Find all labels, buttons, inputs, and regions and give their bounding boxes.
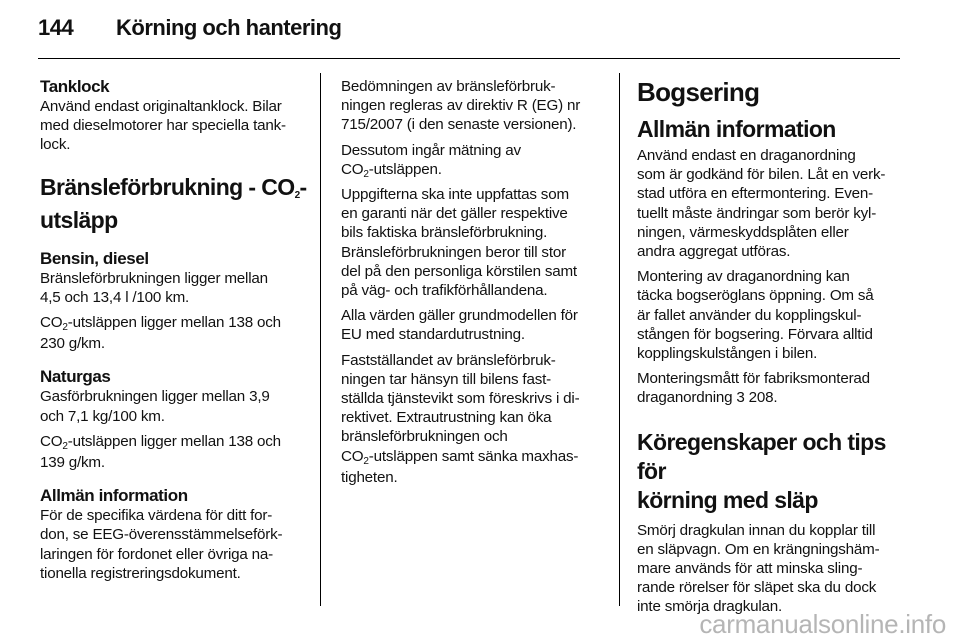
- bensin-diesel-heading: Bensin, diesel: [40, 248, 149, 268]
- allman-info-text-left: För de specifika värdena för ditt for- don, se EEG-överensstämmelseförk- laringen för fordonet eller övriga na- tionella registreringsdokument.: [40, 507, 283, 582]
- koregenskaper-heading: Köregenskaper och tips för körning med släp: [637, 428, 886, 513]
- eu-values-paragraph: Alla värden gäller grundmodellen för EU med standardutrustning.: [341, 307, 578, 344]
- co2-measure-paragraph: Dessutom ingår mätning av $CO_2$-utsläppen.: [341, 141, 521, 180]
- directive-paragraph: Bedömningen av bränsleförbruk- ningen regleras av direktiv R (EG) nr 715/2007 (i den senaste versionen).: [341, 78, 581, 134]
- column-divider-2: [619, 73, 620, 606]
- page-reference-arrow-icon: 3: [736, 389, 745, 407]
- naturgas-text: Gasförbrukningen ligger mellan 3,9 och 7,1 kg/100 km.: [40, 388, 270, 425]
- allman-info-heading-left: Allmän information: [40, 486, 188, 506]
- watermark: carmanualsonline.info: [699, 609, 946, 639]
- fuel-consumption-heading: Bränsleförbrukning - $CO_2-$ utsläpp: [40, 173, 307, 233]
- header-rule: [38, 58, 900, 59]
- bogsering-heading: Bogsering: [637, 77, 760, 107]
- montering-paragraph: Montering av draganordning kan täcka bogseröglans öppning. Om så är fallet använder du kopplingskul- stången för bogsering. Förvara alltid kopplingskulstången i bilen.: [637, 268, 874, 363]
- monteringsmatt-paragraph: Monteringsmått för fabriksmonterad draganordning 3 208.: [637, 370, 870, 407]
- determination-paragraph: Fastställandet av bränsleförbruk- ningen tar hänsyn till bilens fast- ställda tjänstevikt som föreskrivs i di- rektivet. Extrautrustning kan öka bränsleförbrukningen och $CO_2$-utsläppen samt sänka maxhas- tigheten.: [341, 351, 580, 486]
- guarantee-paragraph: Uppgifterna ska inte uppfattas som en garanti när det gäller respektive bils faktiska bränsleförbrukning. Bränsleförbrukningen beror till stor del på den personliga körstilen samt på väg- och trafikförhållandena.: [341, 186, 577, 300]
- column-divider-1: [320, 73, 321, 606]
- bensin-co2-text: $CO_2$-utsläppen ligger mellan 138 och 230 g/km.: [40, 314, 281, 353]
- naturgas-co2-text: $CO_2$-utsläppen ligger mellan 138 och 139 g/km.: [40, 432, 281, 472]
- page-title: Körning och hantering: [116, 15, 342, 40]
- column-middle: [341, 77, 609, 487]
- tanklock-heading: Tanklock: [40, 77, 110, 96]
- dragkula-paragraph: Smörj dragkulan innan du kopplar till en släpvagn. Om en krängningshäm- mare används för att minska sling- rande rörelser för släpet ska du dock inte smörja dragkulan.: [637, 521, 880, 616]
- page-number: 144: [38, 15, 74, 40]
- bensin-text: Bränsleförbrukningen ligger mellan 4,5 och 13,4 l /100 km.: [40, 269, 268, 306]
- allman-info-heading-right: Allmän information: [637, 116, 836, 142]
- draganordning-paragraph: Använd endast en draganordning som är godkänd för bilen. Låt en verk- stad utföra en eftermontering. Even- tuellt måste ändringar som berör kyl- ningen, värmeskyddsplåten eller andra aggregat utföras.: [637, 147, 886, 261]
- naturgas-heading: Naturgas: [40, 367, 111, 387]
- column-left: [40, 77, 312, 583]
- tanklock-text: Använd endast originaltanklock. Bilar med dieselmotorer har speciella tank- lock.: [40, 98, 286, 154]
- column-right: [637, 77, 905, 617]
